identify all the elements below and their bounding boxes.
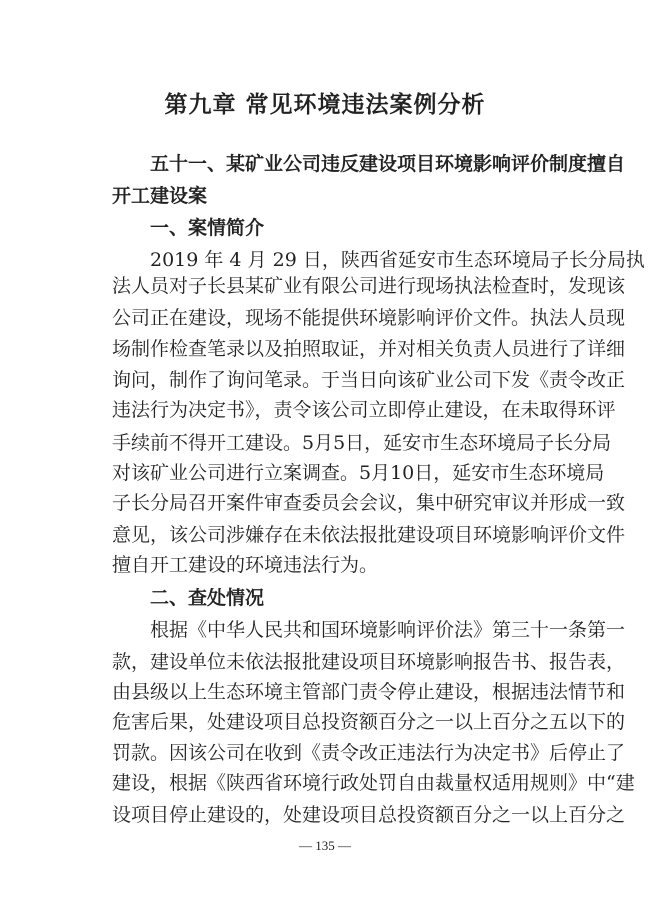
body-line: 建设，根据《陕西省环境行政处罚自由裁量权适用规则》中“建 xyxy=(112,772,635,794)
body-line: 场制作检查笔录以及拍照取证，并对相关负责人员进行了详细 xyxy=(112,338,626,360)
body-line: 询问，制作了询问笔录。于当日向该矿业公司下发《责令改正 xyxy=(112,369,626,391)
section-heading-2: 二、查处情况 xyxy=(150,587,265,609)
body-line: 意见，该公司涉嫌存在未依法报批建设项目环境影响评价文件 xyxy=(112,524,626,546)
body-line: 手续前不得开工建设。5月5日，延安市生态环境局子长分局 xyxy=(112,432,612,454)
body-line: 违法行为决定书》，责令该公司立即停止建设，在未取得环评 xyxy=(112,399,616,421)
body-line: 子长分局召开案件审查委员会会议，集中研究审议并形成一致 xyxy=(112,492,626,514)
body-line: 设项目停止建设的，处建设项目总投资额百分之一以上百分之 xyxy=(112,804,626,826)
section-heading-1: 一、案情简介 xyxy=(150,217,265,239)
body-line: 款，建设单位未依法报批建设项目环境影响报告书、报告表， xyxy=(112,651,626,673)
body-line: 对该矿业公司进行立案调查。5月10日，延安市生态环境局 xyxy=(112,462,605,484)
body-line: 由县级以上生态环境主管部门责令停止建设，根据违法情节和 xyxy=(112,681,626,703)
body-line: 罚款。因该公司在收到《责令改正违法行为决定书》后停止了 xyxy=(112,742,626,764)
body-line: 擅自开工建设的环境违法行为。 xyxy=(112,554,379,576)
body-line: 危害后果，处建设项目总投资额百分之一以上百分之五以下的 xyxy=(112,711,626,733)
case-title-line-2: 开工建设案 xyxy=(112,185,208,207)
body-line: 公司正在建设，现场不能提供环境影响评价文件。执法人员现 xyxy=(112,307,626,329)
chapter-title: 第九章 常见环境违法案例分析 xyxy=(164,91,486,118)
body-line: 根据《中华人民共和国环境影响评价法》第三十一条第一 xyxy=(150,619,626,641)
body-line: 法人员对子长县某矿业有限公司进行现场执法检查时，发现该 xyxy=(112,275,626,297)
case-title-line-1: 五十一、某矿业公司违反建设项目环境影响评价制度擅自 xyxy=(150,153,626,175)
body-line: 2019 年 4 月 29 日，陕西省延安市生态环境局子长分局执 xyxy=(150,249,645,271)
page-number: — 135 — xyxy=(299,838,351,853)
